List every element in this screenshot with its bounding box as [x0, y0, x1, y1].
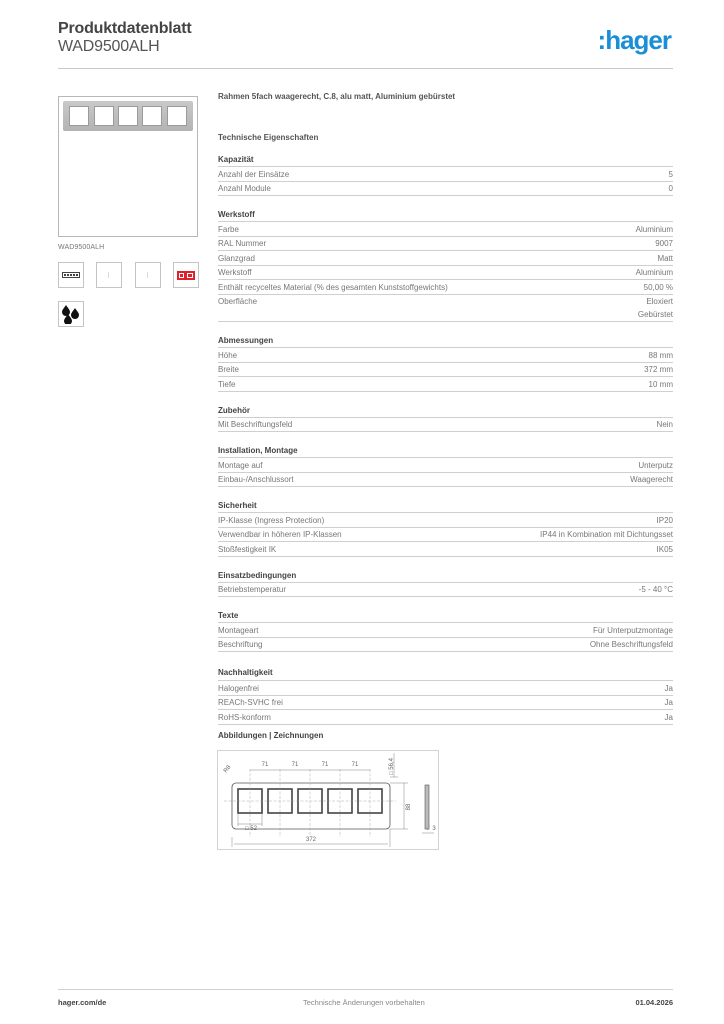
- header-divider: [58, 68, 673, 69]
- dim-inner: □ 52: [245, 826, 257, 832]
- footer-date: 01.04.2026: [635, 998, 673, 1007]
- spec-label: Verwendbar in höheren IP-Klassen: [218, 530, 342, 539]
- spec-value: 0: [668, 184, 673, 193]
- spec-value: 50,00 %: [643, 282, 673, 292]
- spec-row: [218, 473, 673, 488]
- frame-slot: [142, 106, 162, 126]
- spec-value: [638, 295, 673, 321]
- spec-label: Anzahl der Einsätze: [218, 169, 290, 179]
- spec-row: [218, 528, 673, 543]
- spec-label: Stoßfestigkeit IK: [218, 544, 277, 554]
- spec-value: 5: [668, 169, 673, 179]
- spec-row: [218, 542, 673, 557]
- document-title: Produktdatenblatt: [58, 20, 192, 37]
- spec-label: Mit Beschriftungsfeld: [218, 420, 293, 429]
- spec-row: [218, 182, 673, 197]
- spec-row: [218, 363, 673, 378]
- spec-value: IP44 in Kombination mit Dichtungsset: [540, 530, 673, 539]
- section-sicherheit: [218, 500, 673, 557]
- product-code: WAD9500ALH: [58, 38, 160, 55]
- section-title: Kapazität: [218, 154, 673, 167]
- spec-value: 9007: [655, 239, 673, 248]
- frame-slot: [69, 106, 89, 126]
- spec-row: [218, 167, 673, 182]
- spec-label: Halogenfrei: [218, 683, 259, 693]
- spec-label: Werkstoff: [218, 268, 252, 277]
- spec-label: RoHS-konform: [218, 712, 271, 722]
- spec-value-line: Gebürstet: [637, 310, 673, 319]
- product-description: Rahmen 5fach waagerecht, C.8, alu matt, Aluminium gebürstet: [218, 92, 456, 101]
- spec-label: Einbau-/Anschlussort: [218, 475, 294, 484]
- spec-row: [218, 458, 673, 473]
- blank-icon: [135, 262, 161, 288]
- horizontal-5-gang-icon: [58, 262, 84, 288]
- spec-label: Farbe: [218, 224, 239, 234]
- spec-row: [218, 513, 673, 528]
- spec-label: RAL Nummer: [218, 239, 267, 248]
- section-title: Einsatzbedingungen: [218, 570, 673, 583]
- frame-slot: [167, 106, 187, 126]
- spec-label: IP-Klasse (Ingress Protection): [218, 515, 325, 525]
- section-zubehoer: [218, 405, 673, 433]
- dim-pitch: 71: [261, 762, 269, 768]
- footer-notice: Technische Änderungen vorbehalten: [303, 998, 425, 1007]
- dim-pitch: 71: [321, 762, 329, 768]
- spec-row: [218, 295, 673, 323]
- blank-icon: [96, 262, 122, 288]
- spec-value: Aluminium: [635, 224, 673, 234]
- spec-label: Höhe: [218, 350, 238, 360]
- spec-value: Matt: [657, 253, 673, 263]
- spec-label: Breite: [218, 365, 239, 374]
- spec-value: Aluminium: [635, 268, 673, 277]
- spec-label: Betriebstemperatur: [218, 585, 287, 594]
- section-title: Zubehör: [218, 405, 673, 418]
- hager-logo: :hager: [597, 25, 671, 55]
- spec-row: [218, 710, 673, 725]
- spec-label: Oberfläche: [218, 297, 258, 306]
- spec-row: [218, 348, 673, 363]
- spec-value: IK05: [656, 544, 673, 554]
- spec-label: Glanzgrad: [218, 253, 255, 263]
- spec-value: -5 - 40 °C: [638, 585, 673, 594]
- spec-row: [218, 681, 673, 696]
- spec-label: Tiefe: [218, 379, 236, 389]
- page-header: [58, 20, 673, 56]
- section-abmessungen: [218, 335, 673, 392]
- dim-width: 372: [305, 837, 317, 843]
- dim-outer: □ 56,4: [389, 758, 395, 775]
- spec-value: 10 mm: [648, 379, 673, 389]
- section-kapazitaet: [218, 154, 673, 196]
- product-details: [218, 92, 673, 725]
- spec-value: Ja: [664, 712, 673, 722]
- spec-row: [218, 696, 673, 711]
- spec-row: [218, 583, 673, 598]
- section-installation: [218, 445, 673, 487]
- spec-row: [218, 623, 673, 638]
- section-nachhaltigkeit: [218, 665, 673, 725]
- spec-value: 88 mm: [648, 350, 673, 360]
- spec-value: Nein: [656, 420, 673, 429]
- spec-value: 372 mm: [644, 365, 673, 374]
- spec-label: Enthält recyceltes Material (% des gesamten Kunststoffgewichts): [218, 282, 448, 292]
- dim-depth: 3: [432, 826, 436, 832]
- spec-value: Ja: [664, 683, 673, 693]
- spec-row: [218, 266, 673, 281]
- spec-row: [218, 377, 673, 392]
- spec-label: REACh-SVHC frei: [218, 698, 283, 707]
- frame-slot: [118, 106, 138, 126]
- spec-label: Anzahl Module: [218, 184, 271, 193]
- spec-value: Für Unterputzmontage: [592, 625, 673, 635]
- spec-value: Waagerecht: [630, 475, 673, 484]
- dim-radius: R8: [222, 764, 233, 775]
- tech-properties-title: Technische Eigenschaften: [218, 133, 319, 142]
- product-image: [58, 96, 198, 237]
- section-title: Installation, Montage: [218, 445, 673, 458]
- spec-row: [218, 638, 673, 653]
- image-caption: WAD9500ALH: [58, 244, 105, 251]
- section-title: Texte: [218, 610, 673, 623]
- spec-value: Ohne Beschriftungsfeld: [589, 640, 673, 649]
- technical-drawing: [217, 750, 439, 850]
- dim-height: 88: [406, 803, 412, 811]
- spec-row: [218, 222, 673, 237]
- spec-label: Montage auf: [218, 460, 263, 470]
- spec-label: Beschriftung: [218, 640, 263, 649]
- section-werkstoff: [218, 209, 673, 322]
- dim-pitch: 71: [291, 762, 299, 768]
- spec-row: [218, 251, 673, 266]
- frame-illustration: [63, 101, 193, 131]
- section-title: Werkstoff: [218, 209, 673, 222]
- spec-value: Unterputz: [638, 460, 673, 470]
- website-link[interactable]: hager.com/de: [58, 998, 107, 1007]
- section-einsatzbedingungen: [218, 570, 673, 598]
- spec-row: [218, 237, 673, 252]
- spec-value: Ja: [664, 698, 673, 707]
- spec-value-line: Eloxiert: [646, 297, 673, 306]
- spec-row: [218, 280, 673, 295]
- drawings-title: Abbildungen | Zeichnungen: [218, 731, 324, 740]
- section-title: Nachhaltigkeit: [218, 665, 673, 681]
- water-drops-icon: [58, 301, 84, 327]
- frame-slot: [94, 106, 114, 126]
- section-title: Sicherheit: [218, 500, 673, 513]
- dim-pitch: 71: [351, 762, 359, 768]
- section-texte: [218, 610, 673, 652]
- footer-divider: [58, 989, 673, 990]
- ip-rating-icon: [173, 262, 199, 288]
- spec-row: [218, 418, 673, 433]
- section-title: Abmessungen: [218, 335, 673, 348]
- spec-label: Montageart: [218, 625, 259, 635]
- spec-value: IP20: [656, 515, 673, 525]
